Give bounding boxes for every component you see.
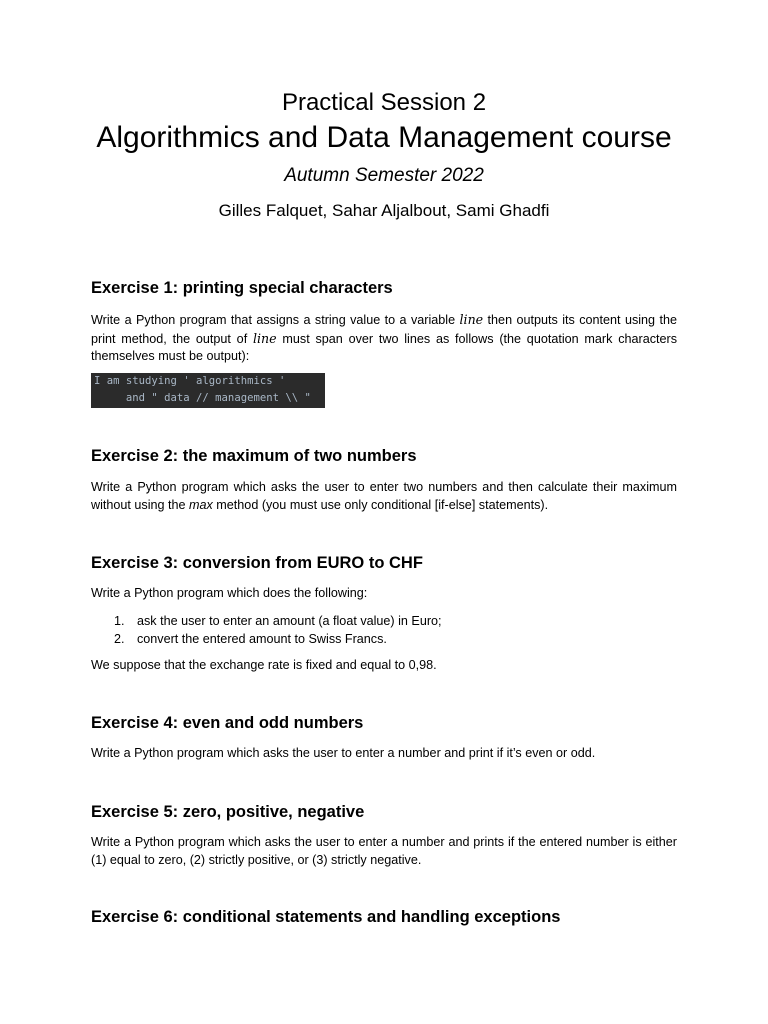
exercise-4-description (91, 745, 677, 763)
code-line-1: I am studying ' algorithmics ' (94, 375, 286, 387)
exercise-3-intro: Write a Python program which does the following: (91, 586, 368, 600)
variable-line: line (252, 330, 277, 346)
exercise-5-description (91, 834, 677, 869)
exercise-2-description (91, 479, 677, 514)
exercise-1-heading-block (91, 277, 677, 299)
code-output-sample (91, 373, 325, 408)
code-line-2: and " data // management \\ " (94, 392, 311, 404)
exercise-4-text: Write a Python program which asks the user to enter a number and print if it’s even or odd. (91, 746, 596, 760)
exercise-5-text: Write a Python program which asks the user to enter a number and prints if the entered number is either (1) equal to zero, (2) strictly positive, or (3) strictly negative. (91, 835, 677, 867)
max-emphasis: max (189, 497, 213, 512)
exercise-3-outro: We suppose that the exchange rate is fixed and equal to 0,98. (91, 658, 437, 672)
exercise-3-intro-block (91, 585, 677, 603)
exercise-5-heading-block (91, 801, 677, 823)
exercise-3-steps-block (91, 612, 677, 648)
course-title: Algorithmics and Data Management course (96, 121, 672, 154)
variable-line: line (459, 312, 484, 327)
exercise-4-heading-block (91, 712, 677, 734)
exercise-3-title: Exercise 3: conversion from EURO to CHF (91, 554, 423, 572)
exercise-2-text: Write a Python program which asks the user to enter two numbers and then calculate their maximum without using the max method (you must use only conditional [if-else] statements). (91, 480, 677, 512)
authors-line: Gilles Falquet, Sahar Aljalbout, Sami Ghadfi (218, 201, 550, 220)
exercise-3-outro-block (91, 657, 677, 675)
exercise-4-title: Exercise 4: even and odd numbers (91, 714, 364, 732)
exercise-1-title: Exercise 1: printing special characters (91, 279, 393, 297)
list-item: 2. convert the entered amount to Swiss Francs. (114, 632, 387, 646)
exercise-5-title: Exercise 5: zero, positive, negative (91, 803, 365, 821)
semester-label: Autumn Semester 2022 (284, 165, 484, 186)
exercise-6-heading-block (91, 906, 677, 928)
exercise-3-heading-block (91, 552, 677, 574)
exercise-2-heading-block (91, 445, 677, 467)
exercise-6-title: Exercise 6: conditional statements and handling exceptions (91, 908, 561, 926)
list-item: 1. ask the user to enter an amount (a float value) in Euro; (114, 614, 442, 628)
exercise-1-description (91, 311, 677, 366)
exercise-2-title: Exercise 2: the maximum of two numbers (91, 447, 417, 465)
session-title: Practical Session 2 (281, 89, 487, 116)
exercise-3-steps (91, 612, 677, 648)
exercise-1-text: Write a Python program that assigns a string value to a variable line then outputs its content using the print method, the output of line must span over two lines as follows (the quotation mark characters themselves must be output): (91, 312, 677, 363)
